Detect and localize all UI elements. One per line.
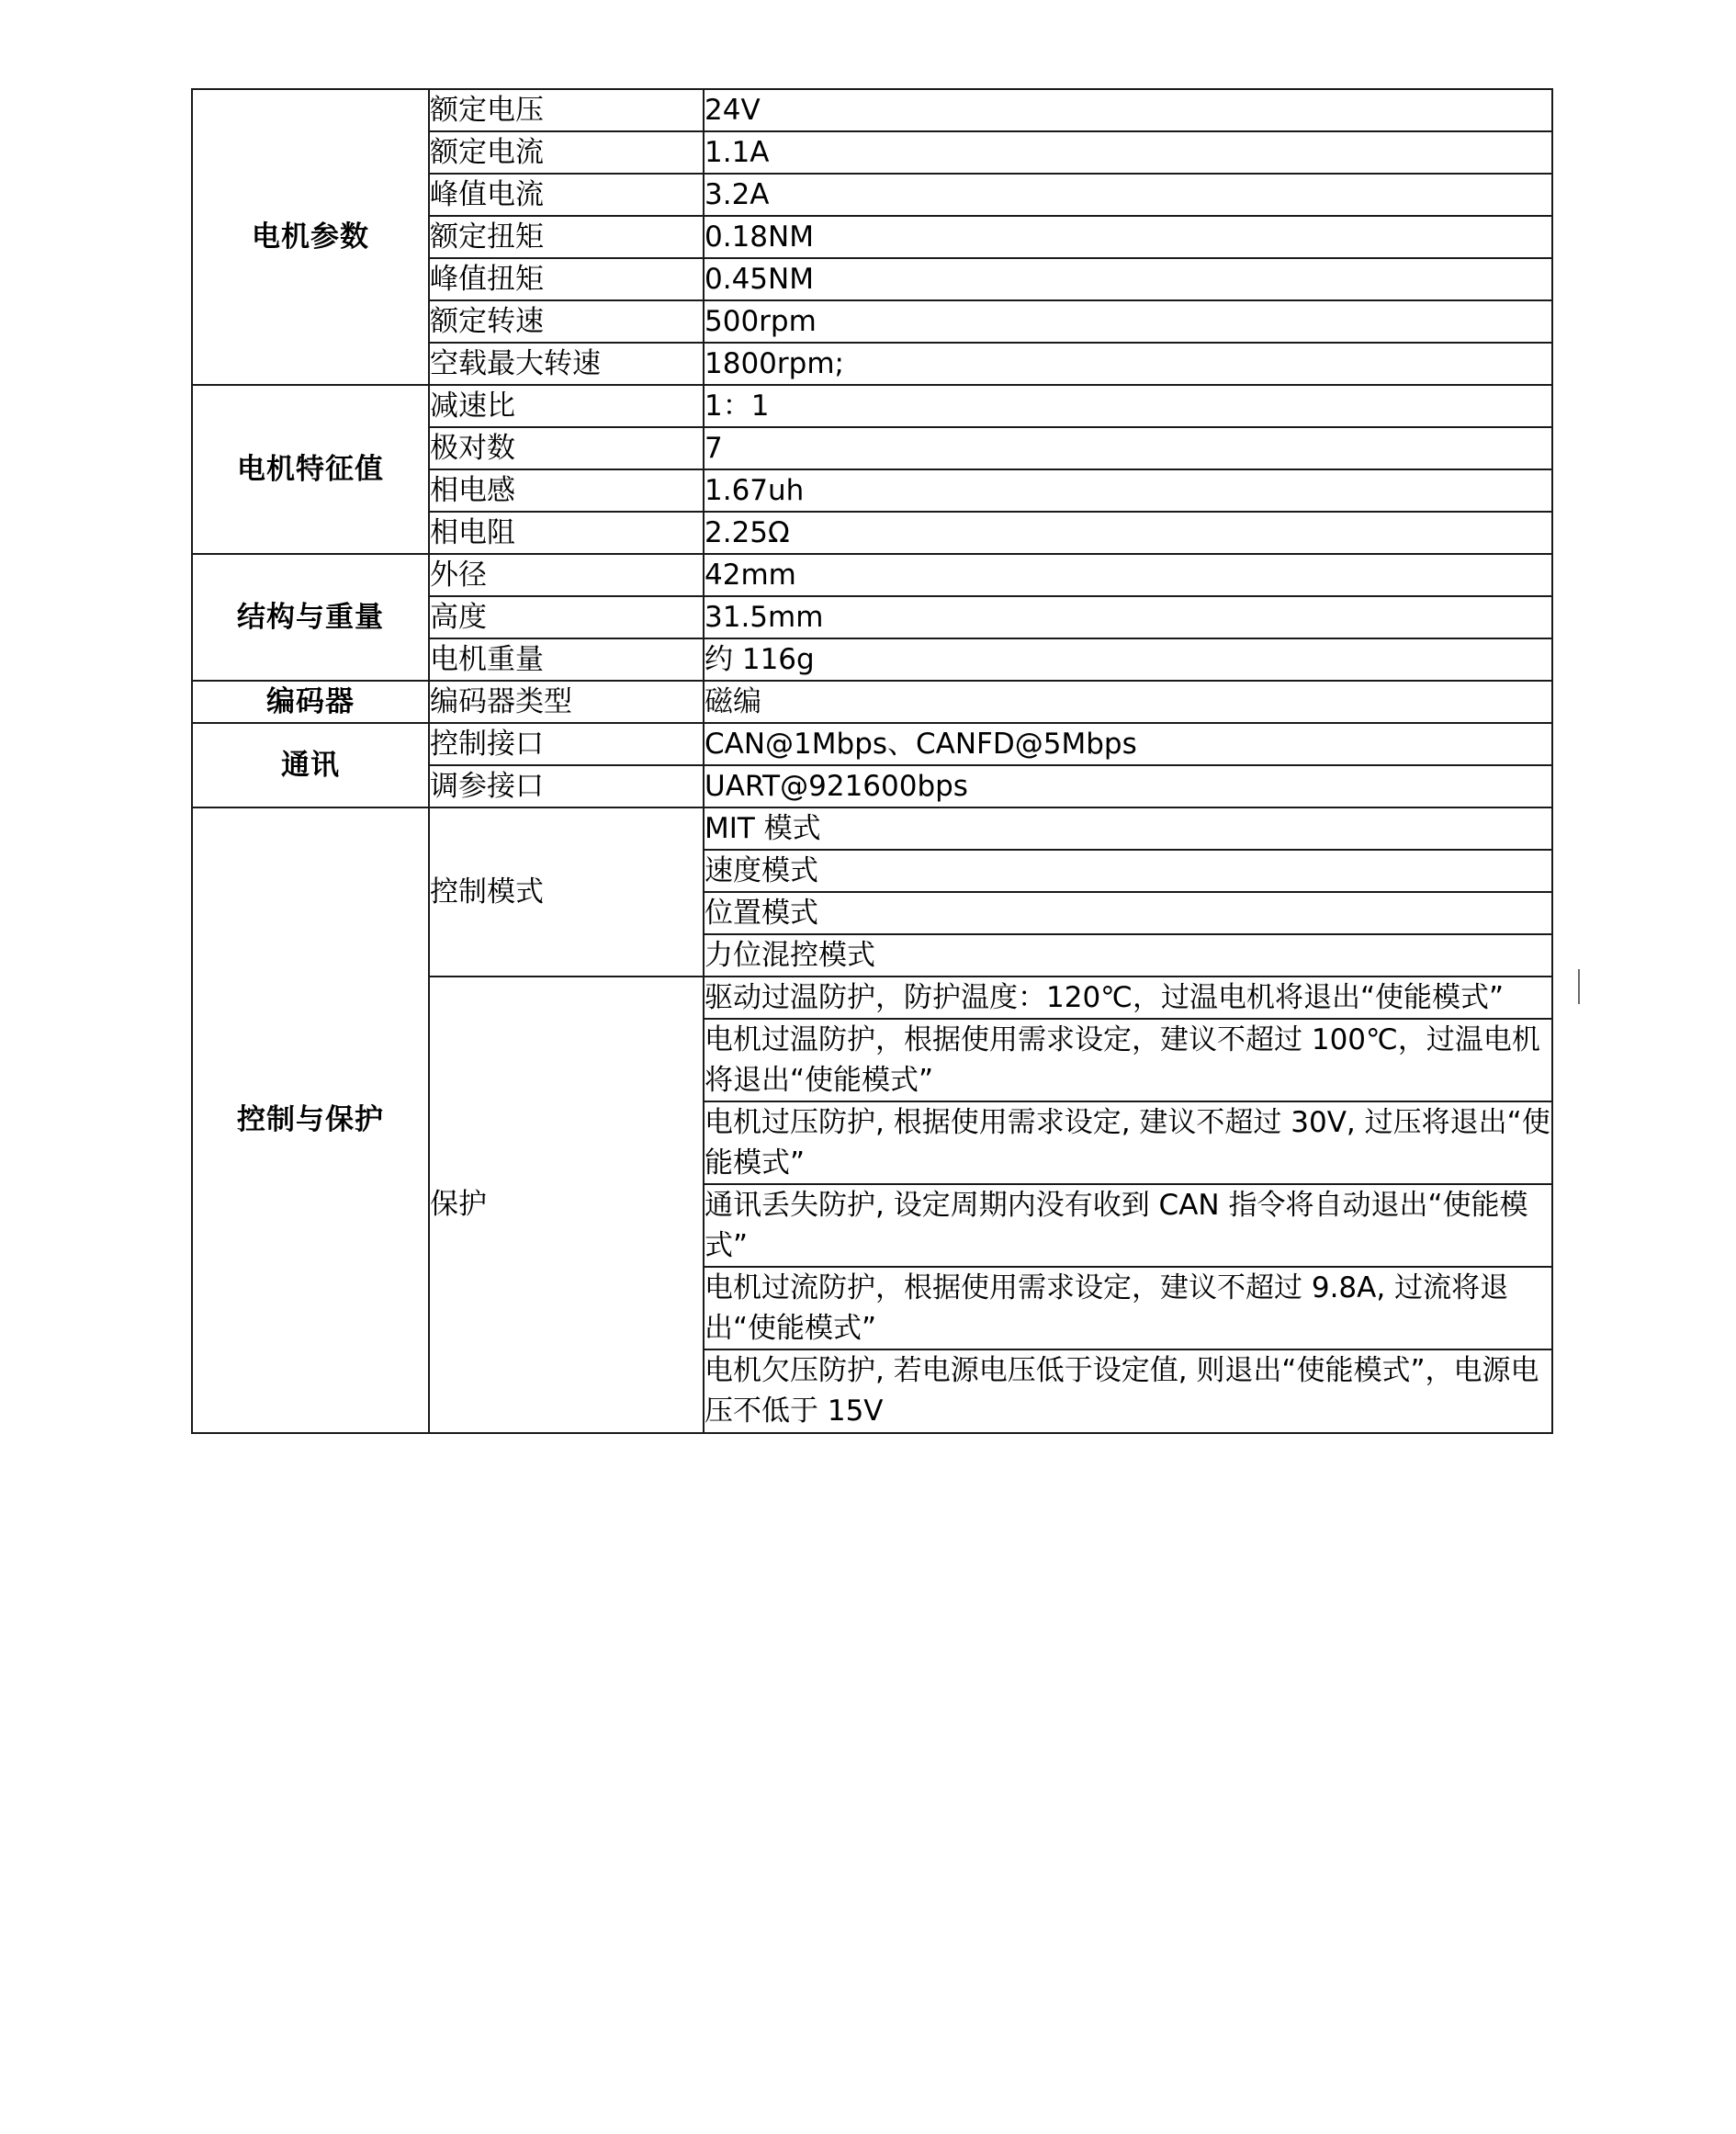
param-name: 额定电压 — [429, 89, 704, 131]
param-value: 1.1A — [704, 131, 1552, 174]
param-name: 控制接口 — [429, 723, 704, 765]
param-name: 相电感 — [429, 469, 704, 512]
category-label-motor-characteristics: 电机特征值 — [192, 385, 429, 554]
param-value: 500rpm — [704, 300, 1552, 343]
subgroup-label-protection: 保护 — [429, 977, 704, 1432]
param-name: 外径 — [429, 554, 704, 596]
param-value: 1.67uh — [704, 469, 1552, 512]
param-name: 额定转速 — [429, 300, 704, 343]
protection-item: 驱动过温防护，防护温度：120℃，过温电机将退出“使能模式” — [704, 977, 1552, 1019]
param-value: CAN@1Mbps、CANFD@5Mbps — [704, 723, 1552, 765]
param-name: 额定电流 — [429, 131, 704, 174]
category-label-control-protection: 控制与保护 — [192, 807, 429, 1432]
category-label-communication: 通讯 — [192, 723, 429, 807]
param-name: 相电阻 — [429, 512, 704, 554]
param-value: 31.5mm — [704, 596, 1552, 638]
param-name: 电机重量 — [429, 638, 704, 681]
param-value: 磁编 — [704, 681, 1552, 723]
param-name: 高度 — [429, 596, 704, 638]
specification-table-container — [191, 88, 1551, 1434]
protection-item: 通讯丢失防护, 设定周期内没有收到 CAN 指令将自动退出“使能模式” — [704, 1184, 1552, 1267]
param-value: 1800rpm; — [704, 343, 1552, 385]
control-mode-item: MIT 模式 — [704, 807, 1552, 850]
param-name: 编码器类型 — [429, 681, 704, 723]
param-value: 3.2A — [704, 174, 1552, 216]
param-value: 7 — [704, 427, 1552, 469]
table-row — [192, 807, 1552, 850]
table-row — [192, 89, 1552, 131]
protection-item: 电机过流防护，根据使用需求设定，建议不超过 9.8A, 过流将退出“使能模式” — [704, 1267, 1552, 1349]
category-label-encoder: 编码器 — [192, 681, 429, 723]
param-value: 2.25Ω — [704, 512, 1552, 554]
param-name: 空载最大转速 — [429, 343, 704, 385]
control-mode-item: 速度模式 — [704, 850, 1552, 892]
param-value: 42mm — [704, 554, 1552, 596]
param-value: 0.45NM — [704, 258, 1552, 300]
category-label-structure-weight: 结构与重量 — [192, 554, 429, 681]
param-name: 调参接口 — [429, 765, 704, 807]
control-mode-item: 力位混控模式 — [704, 934, 1552, 977]
control-mode-item: 位置模式 — [704, 892, 1552, 934]
param-value: 约 116g — [704, 638, 1552, 681]
subgroup-label-control-mode: 控制模式 — [429, 807, 704, 977]
protection-item: 电机过压防护, 根据使用需求设定, 建议不超过 30V, 过压将退出“使能模式” — [704, 1101, 1552, 1184]
motor-specification-table — [191, 88, 1553, 1434]
category-label-motor-params: 电机参数 — [192, 89, 429, 385]
param-name: 极对数 — [429, 427, 704, 469]
table-row — [192, 723, 1552, 765]
table-row — [192, 385, 1552, 427]
param-name: 峰值电流 — [429, 174, 704, 216]
param-value: UART@921600bps — [704, 765, 1552, 807]
param-value: 24V — [704, 89, 1552, 131]
param-value: 1：1 — [704, 385, 1552, 427]
param-name: 峰值扭矩 — [429, 258, 704, 300]
table-row — [192, 681, 1552, 723]
param-name: 额定扭矩 — [429, 216, 704, 258]
param-name: 减速比 — [429, 385, 704, 427]
margin-revision-mark — [1578, 969, 1580, 1004]
table-row — [192, 554, 1552, 596]
protection-item: 电机过温防护，根据使用需求设定，建议不超过 100℃，过温电机将退出“使能模式” — [704, 1019, 1552, 1101]
param-value: 0.18NM — [704, 216, 1552, 258]
protection-item: 电机欠压防护, 若电源电压低于设定值, 则退出“使能模式”，电源电压不低于 15V — [704, 1349, 1552, 1432]
